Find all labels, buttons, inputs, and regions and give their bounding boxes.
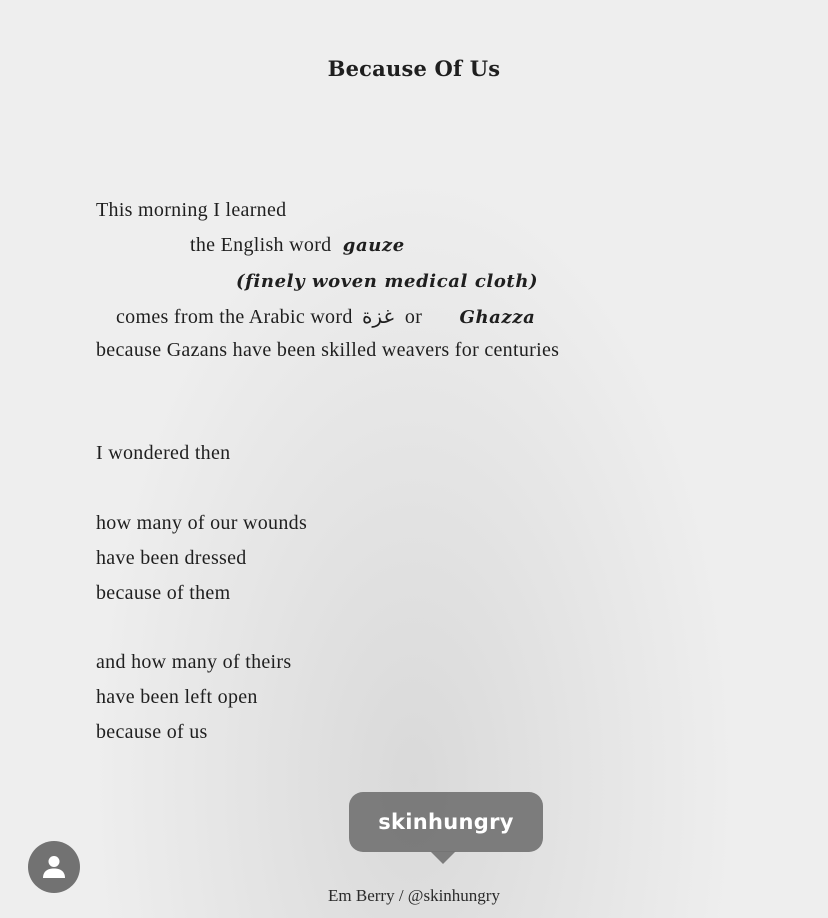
author-credit: Em Berry / @skinhungry [328, 886, 500, 905]
poem-line: have been left open [96, 686, 258, 708]
emphasized-word: Ghazza [459, 307, 536, 328]
poem-line-text: or [404, 306, 423, 328]
poem-line [116, 304, 535, 329]
person-icon [42, 854, 66, 880]
user-tag-pointer [430, 851, 456, 864]
poem-line: and how many of theirs [96, 651, 292, 673]
tagged-people-button[interactable] [28, 841, 80, 893]
poem-line: because of us [96, 721, 208, 743]
poem-line: because Gazans have been skilled weavers for centuries [96, 339, 560, 361]
user-tag-label: skinhungry [378, 810, 514, 834]
poem-line-text: the English word [190, 234, 332, 256]
poem-line-italic: (finely woven medical cloth) [236, 271, 539, 292]
poem-line: I wondered then [96, 442, 231, 464]
arabic-word: غزة [361, 306, 394, 328]
poem-line-text: comes from the Arabic word [116, 306, 353, 328]
poem-line [190, 234, 405, 257]
poem-line: This morning I learned [96, 199, 287, 221]
emphasized-word: gauze [342, 235, 405, 256]
poem-line: how many of our wounds [96, 512, 308, 534]
poem-line: have been dressed [96, 547, 247, 569]
poem-line: because of them [96, 582, 231, 604]
poem-title: Because Of Us [327, 56, 501, 81]
user-tag-bubble[interactable] [349, 792, 543, 852]
